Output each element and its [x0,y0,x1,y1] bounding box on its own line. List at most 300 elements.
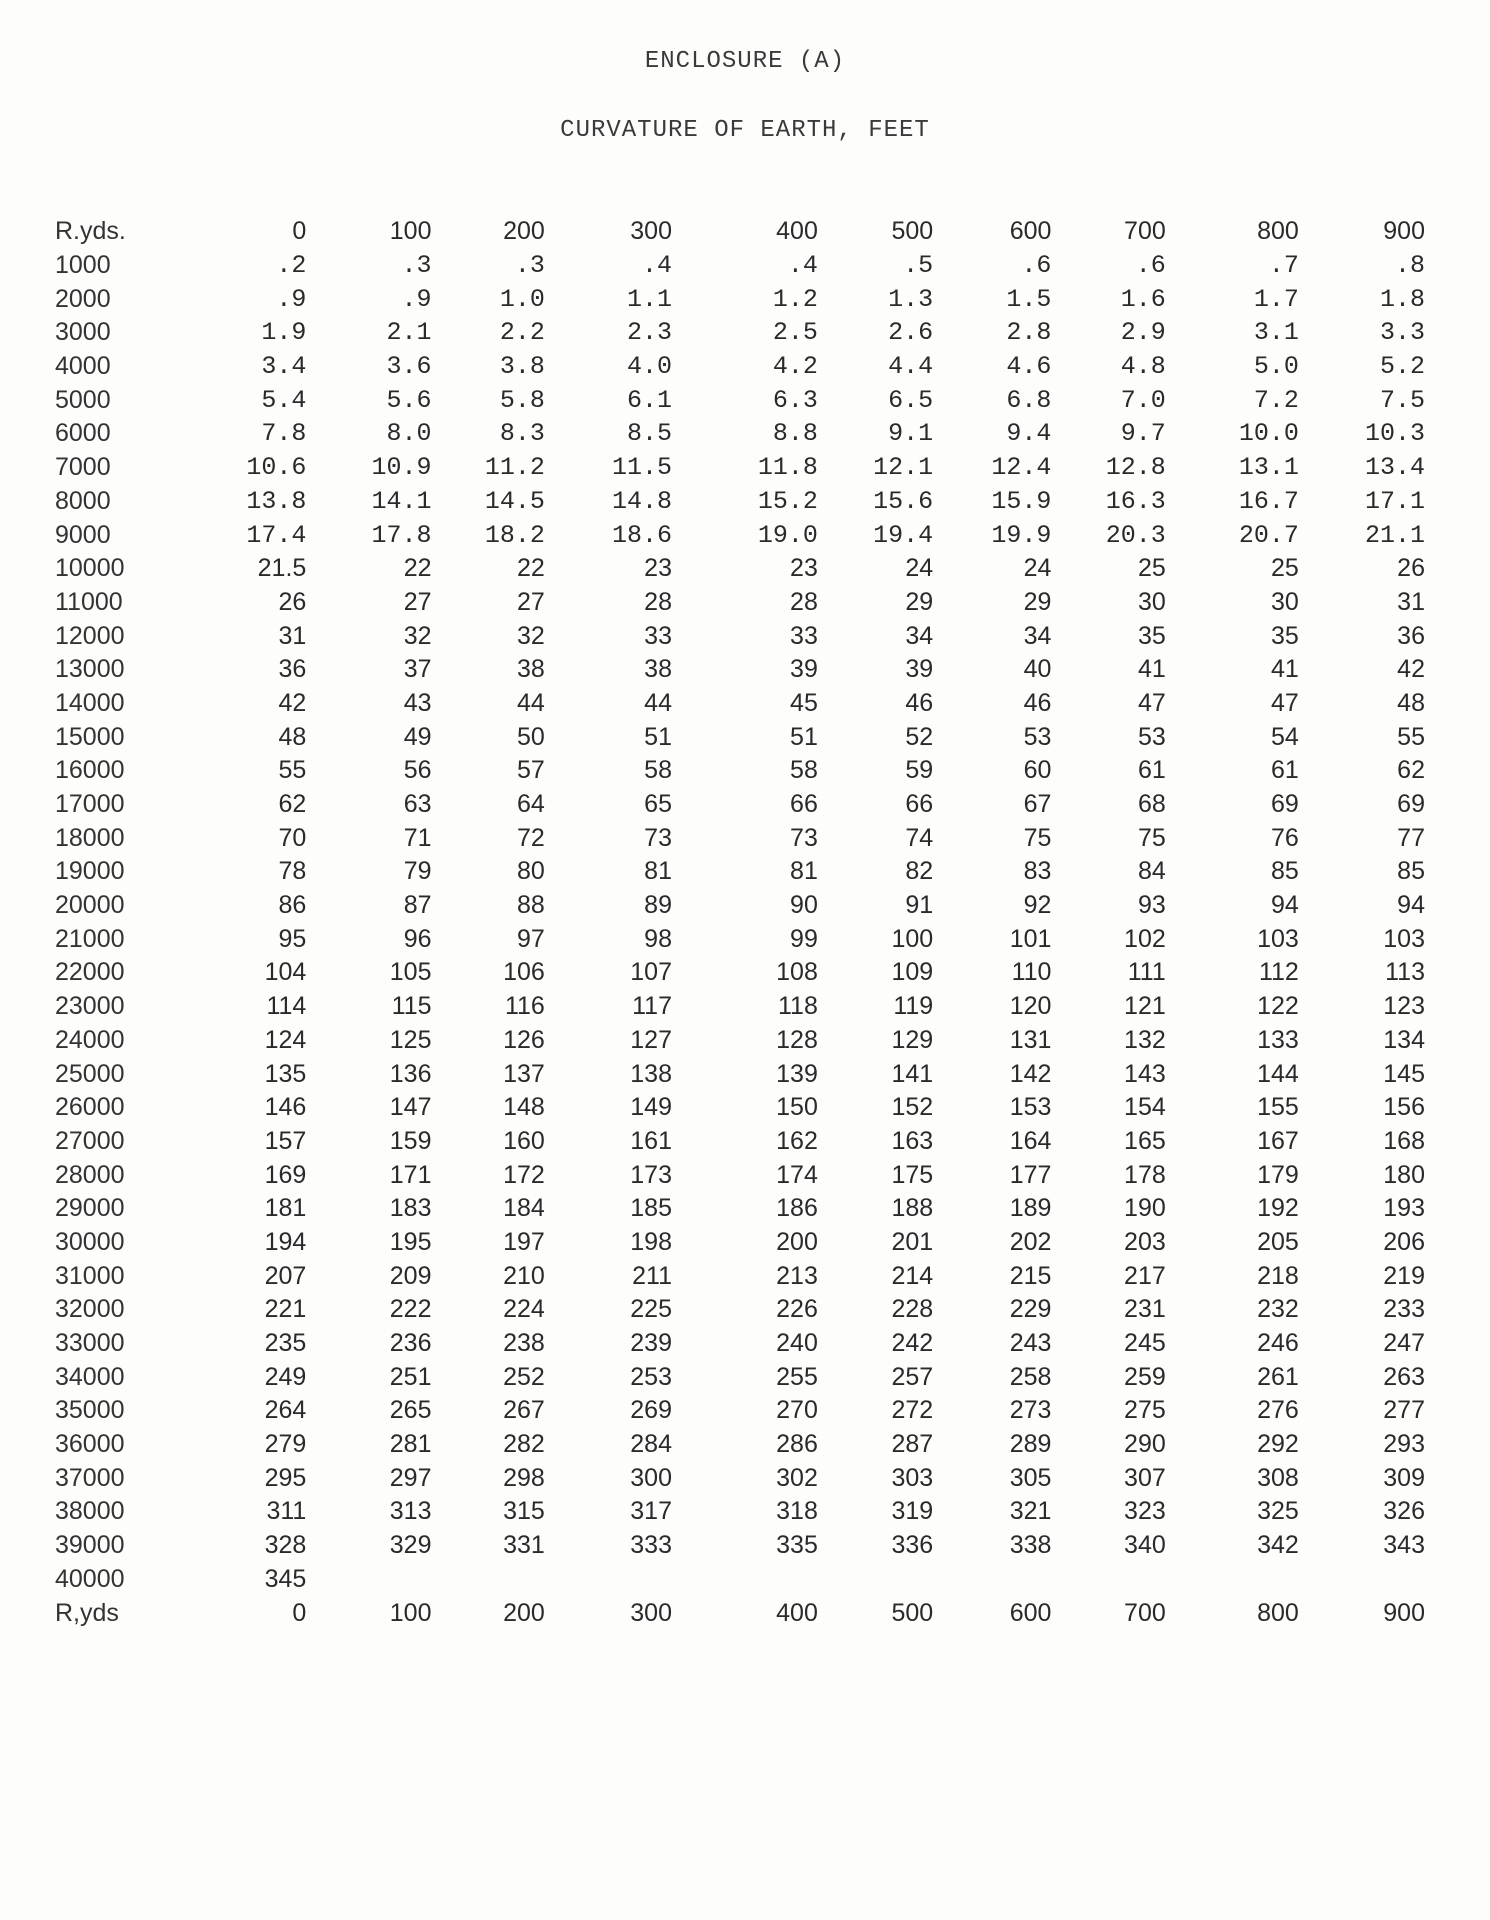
table-cell: .8 [1394,251,1425,281]
column-header: 400 [776,217,818,246]
table-cell: 2.1 [386,318,432,348]
table-row [55,788,1425,822]
table-cell: 42 [278,688,307,717]
row-range-label: 34000 [55,1362,125,1391]
table-cell: 145 [1383,1059,1425,1088]
table-cell: 168 [1383,1126,1425,1155]
table-cell: 2.3 [626,318,672,348]
table-cell: 2.2 [499,318,545,348]
table-row [55,619,1425,653]
row-range-label: 27000 [55,1126,125,1155]
table-cell: 55 [1397,722,1425,751]
table-cell: 235 [264,1329,307,1358]
table-cell: 215 [1009,1261,1052,1290]
table-cell: 167 [1257,1126,1299,1155]
table-cell: 83 [1023,857,1052,886]
table-cell: 342 [1257,1531,1299,1560]
table-cell: 336 [891,1531,934,1560]
table-row [55,1091,1425,1125]
table-cell: 70 [278,823,307,852]
table-cell: 11.2 [484,453,545,483]
table-cell: 23 [644,554,672,583]
table-cell: 143 [1124,1059,1166,1088]
row-range-label: 28000 [55,1160,125,1189]
table-cell: 179 [1257,1160,1299,1189]
table-cell: 13.1 [1238,453,1299,483]
column-header: 300 [630,217,672,246]
table-cell: 32 [517,621,545,650]
table-cell: 263 [1383,1362,1425,1391]
table-cell: 136 [389,1059,432,1088]
table-cell: 8.3 [499,419,545,449]
table-cell: 62 [278,790,307,819]
table-cell: 233 [1383,1295,1425,1324]
table-cell: 159 [389,1126,432,1155]
table-row [55,518,1425,552]
table-cell: 6.5 [888,385,934,415]
table-cell: 41 [1271,655,1299,684]
table-row [55,552,1425,586]
table-row [55,687,1425,721]
table-cell: 183 [389,1194,432,1223]
table-cell: 135 [264,1059,307,1088]
table-cell: 133 [1257,1025,1299,1054]
table-cell: 11.5 [611,453,672,483]
table-cell: 45 [790,688,818,717]
table-cell: 117 [632,992,672,1021]
table-cell: 249 [264,1362,307,1391]
row-range-label: 26000 [55,1093,125,1122]
table-cell: 47 [1271,688,1299,717]
table-cell: 1.6 [1120,284,1166,314]
column-footer: 900 [1383,1598,1425,1627]
table-cell: 286 [776,1430,818,1459]
table-cell: 26 [278,587,307,616]
table-cell: 61 [1271,756,1299,785]
table-cell: 154 [1124,1093,1166,1122]
column-footer: 700 [1124,1598,1166,1627]
table-cell: 4.6 [1006,352,1052,382]
row-range-label: 36000 [55,1430,125,1459]
table-cell: 292 [1257,1430,1299,1459]
table-cell: 85 [1397,857,1425,886]
row-range-label: 15000 [55,722,125,751]
table-cell: 261 [1257,1362,1299,1391]
table-cell: 1.9 [261,318,307,348]
table-cell: 73 [790,823,818,852]
table-cell: .3 [514,251,545,281]
table-cell: 44 [517,688,545,717]
table-cell: 245 [1124,1329,1166,1358]
row-range-label: 21000 [55,924,125,953]
row-range-label: 12000 [55,621,125,650]
table-row [55,1057,1425,1091]
table-cell: 17.4 [246,520,307,550]
table-cell: 10.0 [1238,419,1299,449]
table-cell: 13.4 [1364,453,1425,483]
table-cell: 22 [403,554,432,583]
table-cell: 111 [1127,958,1166,987]
table-cell: 1.0 [499,284,545,314]
row-range-label: 16000 [55,756,125,785]
table-cell: .5 [903,251,934,281]
table-cell: 28 [790,587,818,616]
table-cell: 94 [1271,891,1299,920]
table-cell: 40 [1023,655,1052,684]
table-cell: 15.9 [991,486,1052,516]
table-row [55,889,1425,923]
table-cell: 287 [891,1430,934,1459]
table-cell: 16.7 [1238,486,1299,516]
table-cell: 202 [1009,1227,1052,1256]
table-cell: 231 [1124,1295,1166,1324]
column-header: 900 [1383,217,1425,246]
table-cell: 1.1 [626,284,672,314]
table-cell: 28 [644,587,672,616]
table-cell: 214 [891,1261,934,1290]
table-cell: 313 [389,1497,432,1526]
table-cell: 62 [1397,756,1425,785]
table-cell: 333 [630,1531,672,1560]
table-cell: 267 [503,1396,545,1425]
table-cell: 126 [503,1025,545,1054]
table-cell: 335 [776,1531,818,1560]
table-cell: 198 [630,1227,672,1256]
table-cell: 75 [1023,823,1052,852]
table-cell: 100 [891,924,934,953]
table-cell: 4.8 [1120,352,1166,382]
table-cell: 93 [1137,891,1166,920]
table-cell: 148 [503,1093,545,1122]
row-range-label: 10000 [55,554,125,583]
table-cell: 36 [1397,621,1425,650]
table-cell: 21.5 [257,554,307,583]
table-cell: 328 [264,1531,307,1560]
table-cell: 103 [1383,924,1425,953]
row-range-label: 40000 [55,1564,125,1593]
row-range-label: 13000 [55,655,125,684]
table-cell: 124 [264,1025,307,1054]
table-cell: 52 [905,722,934,751]
table-cell: 71 [403,823,432,852]
table-cell: 232 [1257,1295,1299,1324]
table-row [55,350,1425,384]
table-cell: 209 [389,1261,432,1290]
table-row [55,1125,1425,1159]
table-cell: 338 [1009,1531,1052,1560]
table-cell: 144 [1257,1059,1299,1088]
table-cell: 174 [776,1160,818,1189]
table-cell: 243 [1009,1329,1052,1358]
table-cell: 219 [1383,1261,1425,1290]
enclosure-label: ENCLOSURE (A) [644,48,846,75]
table-cell: 188 [891,1194,934,1223]
table-cell: 225 [630,1295,672,1324]
table-cell: 331 [503,1531,545,1560]
table-row [55,990,1425,1024]
table-header-row [55,215,1425,249]
table-cell: 3.4 [261,352,307,382]
column-footer: 300 [630,1598,672,1627]
table-cell: 46 [905,688,934,717]
table-cell: 78 [278,857,307,886]
table-cell: 7.0 [1120,385,1166,415]
table-cell: 164 [1009,1126,1052,1155]
table-cell: 175 [891,1160,934,1189]
table-cell: 1.7 [1253,284,1299,314]
table-cell: 3.6 [386,352,432,382]
table-cell: 32 [403,621,432,650]
table-cell: 73 [644,823,672,852]
table-cell: 201 [891,1227,934,1256]
table-cell: 7.5 [1379,385,1425,415]
table-cell: 10.3 [1364,419,1425,449]
table-cell: 178 [1124,1160,1166,1189]
table-cell: 281 [389,1430,432,1459]
table-row [55,1563,1425,1597]
table-cell: 37 [403,655,432,684]
table-cell: 89 [644,891,672,920]
table-cell: 5.4 [261,385,307,415]
table-cell: 35 [1137,621,1166,650]
row-range-label: 38000 [55,1497,125,1526]
table-cell: 17.8 [371,520,432,550]
table-cell: 247 [1383,1329,1425,1358]
table-cell: 152 [891,1093,934,1122]
table-cell: 302 [776,1463,818,1492]
table-cell: 319 [891,1497,934,1526]
row-range-label: 35000 [55,1396,125,1425]
table-cell: 277 [1383,1396,1425,1425]
table-cell: 31 [1397,587,1425,616]
table-cell: 15.2 [757,486,818,516]
table-cell: 30 [1271,587,1299,616]
table-cell: 189 [1009,1194,1052,1223]
table-cell: 75 [1137,823,1166,852]
table-cell: 257 [891,1362,934,1391]
table-cell: 19.9 [991,520,1052,550]
table-body [55,249,1425,1597]
table-cell: 84 [1137,857,1166,886]
table-cell: 48 [1397,688,1425,717]
table-cell: 106 [503,958,545,987]
table-cell: 31 [278,621,307,650]
table-cell: 98 [644,924,672,953]
table-cell: 46 [1023,688,1052,717]
table-cell: 50 [517,722,545,751]
table-cell: 35 [1271,621,1299,650]
table-cell: 81 [790,857,818,886]
table-cell: 104 [264,958,307,987]
table-cell: 276 [1257,1396,1299,1425]
table-cell: 147 [389,1093,432,1122]
table-cell: 7.2 [1253,385,1299,415]
table-cell: 38 [517,655,545,684]
table-cell: 153 [1009,1093,1052,1122]
column-header: 500 [891,217,934,246]
table-cell: 22 [517,554,545,583]
table-cell: 284 [630,1430,672,1459]
table-cell: 56 [403,756,432,785]
curvature-table [55,215,1425,1630]
table-cell: 269 [630,1396,672,1425]
table-row [55,1428,1425,1462]
table-cell: 26 [1397,554,1425,583]
table-cell: 1.8 [1379,284,1425,314]
table-cell: 129 [891,1025,934,1054]
table-cell: 95 [278,924,307,953]
row-range-label: 9000 [55,520,111,549]
table-cell: 14.1 [371,486,432,516]
table-cell: 309 [1383,1463,1425,1492]
table-row [55,1529,1425,1563]
table-cell: 13.8 [246,486,307,516]
table-cell: 119 [893,992,934,1021]
table-cell: 18.6 [611,520,672,550]
table-cell: 255 [776,1362,818,1391]
table-row [55,1259,1425,1293]
table-cell: 79 [403,857,432,886]
table-cell: 21.1 [1364,520,1425,550]
table-cell: 54 [1271,722,1299,751]
row-range-label: 2000 [55,284,111,313]
row-range-label: 5000 [55,385,111,414]
table-cell: 68 [1137,790,1166,819]
table-cell: 85 [1271,857,1299,886]
table-cell: .4 [787,251,818,281]
row-range-label: 4000 [55,352,111,381]
table-cell: 172 [503,1160,545,1189]
table-row [55,1461,1425,1495]
table-cell: 110 [1011,958,1052,987]
table-cell: 14.5 [484,486,545,516]
table-cell: 141 [891,1059,934,1088]
table-cell: 221 [264,1295,307,1324]
table-cell: 131 [1009,1025,1052,1054]
table-cell: 211 [632,1261,672,1290]
table-cell: 2.8 [1006,318,1052,348]
table-cell: 27 [403,587,432,616]
table-row [55,1394,1425,1428]
table-cell: 142 [1009,1059,1052,1088]
table-cell: 307 [1124,1463,1166,1492]
table-cell: 113 [1385,958,1425,987]
table-cell: 10.9 [371,453,432,483]
page-title: CURVATURE OF EARTH, FEET [560,117,930,144]
table-row [55,821,1425,855]
column-footer: 500 [891,1598,934,1627]
table-cell: 177 [1009,1160,1052,1189]
table-cell: 139 [776,1059,818,1088]
row-range-label: 31000 [55,1261,125,1290]
table-cell: 12.1 [873,453,934,483]
table-cell: .9 [276,284,307,314]
table-cell: 264 [264,1396,307,1425]
row-range-label: 1000 [55,251,111,280]
table-cell: 180 [1383,1160,1425,1189]
table-cell: 2.5 [772,318,818,348]
table-cell: 67 [1023,790,1052,819]
table-cell: 72 [517,823,545,852]
table-cell: 210 [503,1261,545,1290]
table-cell: 34 [905,621,934,650]
table-cell: 1.5 [1006,284,1052,314]
table-cell: 24 [905,554,934,583]
table-cell: 162 [776,1126,818,1155]
table-cell: 9.1 [888,419,934,449]
table-cell: 6.1 [626,385,672,415]
table-cell: 122 [1257,992,1299,1021]
table-cell: 329 [389,1531,432,1560]
table-cell: 163 [891,1126,934,1155]
table-cell: 80 [517,857,545,886]
table-cell: 195 [389,1227,432,1256]
table-row [55,855,1425,889]
table-cell: 101 [1009,924,1052,953]
table-row [55,1024,1425,1058]
table-cell: 4.0 [626,352,672,382]
table-cell: 1.2 [772,284,818,314]
table-cell: 315 [503,1497,545,1526]
table-cell: 242 [891,1329,934,1358]
table-cell: 303 [891,1463,934,1492]
table-cell: 5.6 [386,385,432,415]
table-cell: 109 [891,958,934,987]
table-cell: 4.2 [772,352,818,382]
table-cell: 120 [1009,992,1052,1021]
table-cell: 58 [790,756,818,785]
column-header: 600 [1009,217,1052,246]
table-cell: 103 [1257,924,1299,953]
table-cell: 27 [517,587,545,616]
column-footer: 100 [389,1598,432,1627]
table-cell: 160 [503,1126,545,1155]
row-range-label: 29000 [55,1194,125,1223]
row-range-label: 32000 [55,1295,125,1324]
table-cell: 23 [790,554,818,583]
row-range-label: 3000 [55,318,111,347]
table-cell: 69 [1271,790,1299,819]
column-footer: 400 [776,1598,818,1627]
table-cell: 17.1 [1364,486,1425,516]
table-cell: .7 [1268,251,1299,281]
table-cell: 76 [1271,823,1299,852]
table-cell: 9.4 [1006,419,1052,449]
table-row [55,383,1425,417]
table-cell: 6.3 [772,385,818,415]
table-row [55,1360,1425,1394]
table-cell: .4 [641,251,672,281]
table-cell: 258 [1009,1362,1052,1391]
table-cell: 51 [644,722,672,751]
table-row [55,1293,1425,1327]
table-cell: 289 [1009,1430,1052,1459]
table-row [55,316,1425,350]
table-cell: 92 [1023,891,1052,920]
table-cell: 340 [1124,1531,1166,1560]
column-footer: 200 [503,1598,545,1627]
table-cell: 252 [503,1362,545,1391]
table-cell: .2 [276,251,307,281]
table-cell: 66 [905,790,934,819]
table-cell: 8.0 [386,419,432,449]
table-cell: 97 [517,924,545,953]
table-cell: 33 [644,621,672,650]
table-cell: 53 [1023,722,1052,751]
table-row [55,720,1425,754]
table-cell: 323 [1124,1497,1166,1526]
table-cell: 87 [403,891,432,920]
